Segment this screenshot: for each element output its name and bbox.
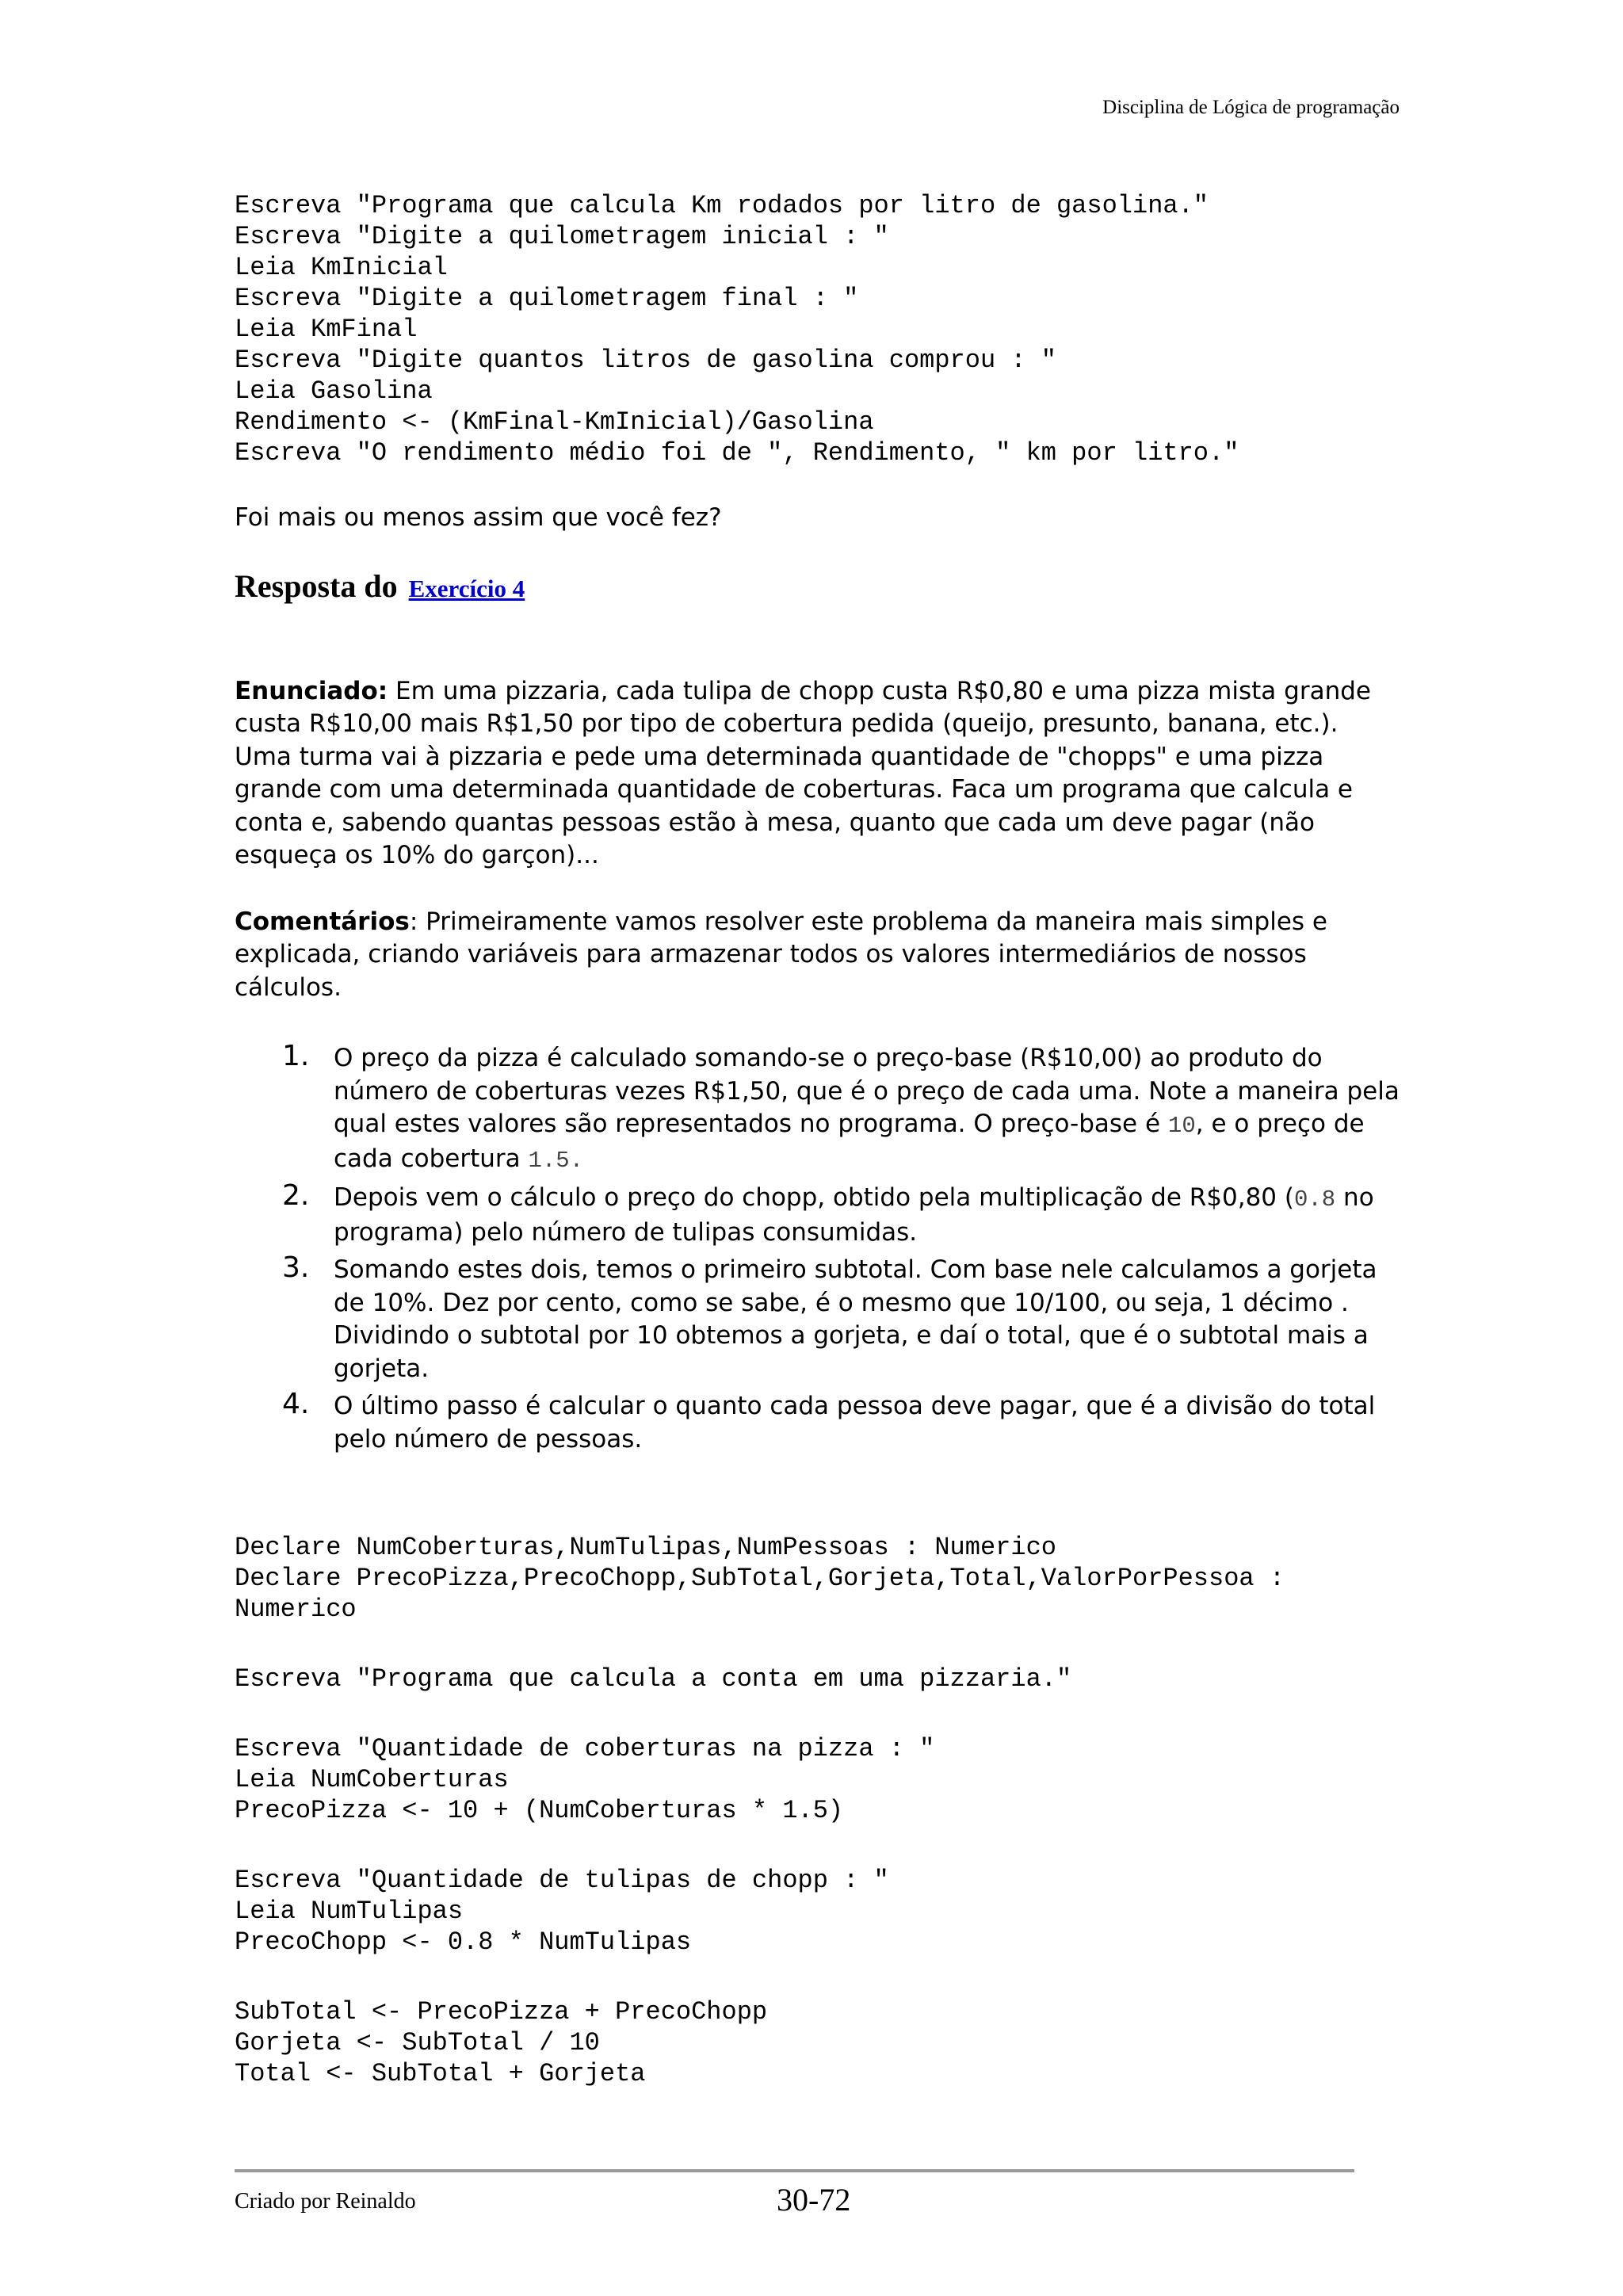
code-line: Escreva "Quantidade de tulipas de chopp : " xyxy=(235,1866,889,1895)
code-line: SubTotal <- PrecoPizza + PrecoChopp xyxy=(235,1997,768,2027)
code-line: Rendimento <- (KmFinal-KmInicial)/Gasolina xyxy=(235,407,874,437)
comentarios-label: Comentários xyxy=(235,907,410,936)
code-line: Numerico xyxy=(235,1595,357,1624)
code-line: Escreva "Programa que calcula Km rodados por litro de gasolina." xyxy=(235,191,1209,220)
enunciado-text: Em uma pizzaria, cada tulipa de chopp custa R$0,80 e uma pizza mista grande custa R$10,00 mais R$1,50 por tipo de cobertura pedida (queijo, presunto, banana, etc.). Uma turma vai à pizzaria e pede uma determinada quantidade de "chopps" e uma pizza grande com uma determinada quantidade de coberturas. Faca um programa que calcula e conta e, sabendo quantas pessoas estão à mesa, quanto que cada um deve pagar (não esqueça os 10% do garçon)... xyxy=(235,676,1371,869)
step-text: no programa) pelo número de tulipas consumidas. xyxy=(334,1183,1374,1247)
code-line: Leia KmInicial xyxy=(235,253,448,282)
code-line: PrecoPizza <- 10 + (NumCoberturas * 1.5) xyxy=(235,1796,844,1825)
inline-code: 1.5 xyxy=(528,1147,570,1174)
question-text: Foi mais ou menos assim que você fez? xyxy=(235,503,722,532)
code-block-chopp xyxy=(235,1865,1401,1958)
step-text: O preço da pizza é calculado somando-se o preço-base (R$10,00) ao produto do número de coberturas vezes R$1,50, que é o preço de cada uma. Note a maneira pela qual estes valores são representados no programa. O preço-base é xyxy=(334,1044,1400,1138)
response-heading-prefix: Resposta do xyxy=(235,567,398,604)
page-number: 30-72 xyxy=(777,2182,851,2218)
code-block-km xyxy=(235,190,1401,468)
step-text: Somando estes dois, temos o primeiro subtotal. Com base nele calculamos a gorjeta de 10%. Dez por cento, como se sabe, é o mesmo que 10/100, ou seja, 1 décimo . Dividindo o subtotal por 10 obtemos a gorjeta, e daí o total, que é o subtotal mais a gorjeta. xyxy=(334,1255,1377,1383)
code-line: Escreva "Quantidade de coberturas na pizza : " xyxy=(235,1734,935,1763)
comentarios-text: : Primeiramente vamos resolver este problema da maneira mais simples e explicada, criando variáveis para armazenar todos os valores intermediários de nossos cálculos. xyxy=(235,907,1327,1002)
steps-list xyxy=(235,1042,1401,1456)
enunciado-paragraph xyxy=(235,675,1401,873)
code-line: Declare PrecoPizza,PrecoChopp,SubTotal,Gorjeta,Total,ValorPorPessoa : xyxy=(235,1564,1285,1593)
code-block-title xyxy=(235,1664,1401,1694)
list-item xyxy=(235,1179,1401,1249)
code-line: Leia NumCoberturas xyxy=(235,1765,509,1794)
inline-code: 10 xyxy=(1167,1113,1196,1139)
code-line: Total <- SubTotal + Gorjeta xyxy=(235,2059,646,2088)
code-block-pizza xyxy=(235,1733,1401,1826)
list-item xyxy=(235,1390,1401,1456)
code-line: Escreva "Digite a quilometragem inicial : " xyxy=(235,222,889,251)
step-text: , e o preço de cada cobertura xyxy=(334,1110,1365,1173)
code-line: Escreva "Digite quantos litros de gasolina comprou : " xyxy=(235,346,1056,375)
response-heading xyxy=(235,567,1401,609)
code-block-total xyxy=(235,1996,1401,2089)
footer-author: Criado por Reinaldo xyxy=(235,2189,416,2214)
code-line: Escreva "Programa que calcula a conta em uma pizzaria." xyxy=(235,1664,1072,1694)
comentarios-paragraph xyxy=(235,906,1401,1005)
code-line: Declare NumCoberturas,NumTulipas,NumPessoas : Numerico xyxy=(235,1533,1056,1562)
exercise-4-link[interactable]: Exercício 4 xyxy=(408,574,525,602)
step-text: Depois vem o cálculo o preço do chopp, obtido pela multiplicação de R$0,80 ( xyxy=(334,1183,1294,1212)
list-item xyxy=(235,1251,1401,1385)
code-line: Leia Gasolina xyxy=(235,376,433,406)
code-line: Leia KmFinal xyxy=(235,315,418,344)
list-item xyxy=(235,1042,1401,1177)
list-item-number: 1. xyxy=(282,1040,310,1072)
code-block-declare xyxy=(235,1532,1401,1625)
step-text: . xyxy=(569,1147,584,1174)
code-line: PrecoChopp <- 0.8 * NumTulipas xyxy=(235,1927,692,1957)
list-item-number: 2. xyxy=(282,1179,310,1212)
footer-divider xyxy=(235,2169,1354,2172)
list-item-number: 4. xyxy=(282,1388,310,1420)
code-line: Gorjeta <- SubTotal / 10 xyxy=(235,2028,600,2057)
code-line: Leia NumTulipas xyxy=(235,1897,464,1926)
enunciado-label: Enunciado: xyxy=(235,676,388,705)
list-item-number: 3. xyxy=(282,1251,310,1284)
code-line: Escreva "O rendimento médio foi de ", Rendimento, " km por litro." xyxy=(235,438,1239,468)
page-content xyxy=(235,190,1401,2089)
inline-code: 0.8 xyxy=(1293,1186,1336,1213)
page-header: Disciplina de Lógica de programação xyxy=(1102,97,1400,118)
code-line: Escreva "Digite a quilometragem final : " xyxy=(235,284,859,313)
step-text: O último passo é calcular o quanto cada pessoa deve pagar, que é a divisão do total pelo número de pessoas. xyxy=(334,1392,1376,1454)
